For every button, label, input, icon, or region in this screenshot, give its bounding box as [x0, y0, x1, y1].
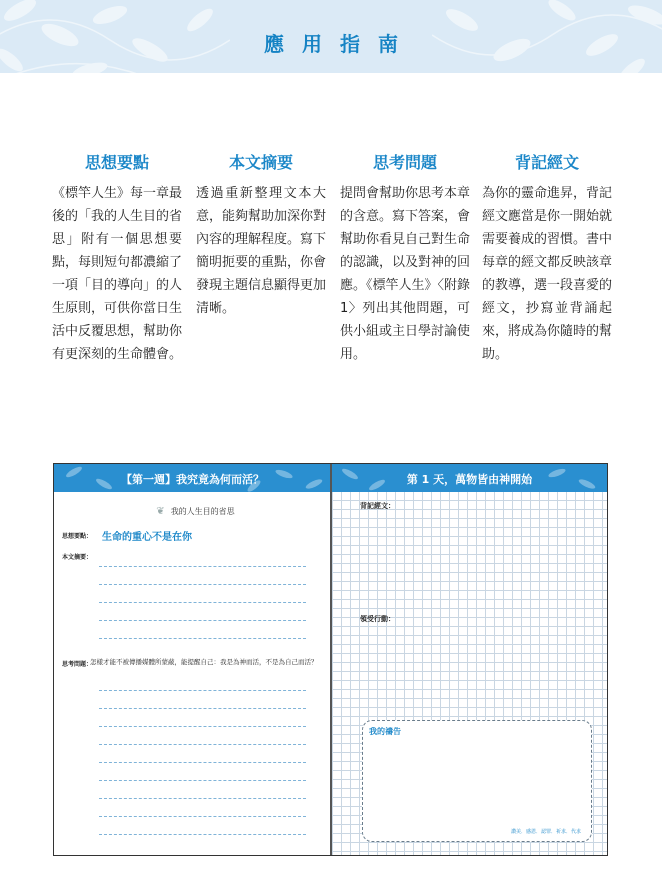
right-page: [332, 464, 607, 855]
writing-line: [99, 798, 306, 799]
writing-line: [99, 762, 306, 763]
writing-line: [99, 744, 306, 745]
reflection-title-row: [54, 506, 331, 517]
reflection-title: 我的人生目的省思: [170, 507, 235, 516]
leaf-icon: ❦: [156, 506, 165, 517]
writing-line: [99, 620, 306, 621]
verse-label: 背記經文：: [360, 502, 395, 510]
writing-line: [99, 602, 306, 603]
column-heading: 思考問題: [372, 153, 437, 172]
writing-line: [99, 690, 306, 691]
column-heading: 本文摘要: [228, 153, 293, 172]
point-text: 生命的重心不是在你: [102, 532, 192, 543]
column-heading: 思想要點: [84, 153, 149, 172]
summary-label: 本文摘要：: [62, 554, 93, 561]
column-text: 《標竿人生》每一章最後的「我的人生目的省思」附有一個思想要點，每則短句都濃縮了一項「目的導向」的人生原則，可供你當日生活中反覆思想，幫助你有更深刻的生命體會。: [52, 186, 183, 362]
prayer-footer: 讚美．感恩．認罪．祈求．代求: [510, 829, 581, 835]
writing-line: [99, 638, 306, 639]
week-title: 【第一週】我究竟為何而活？: [121, 473, 264, 486]
prayer-label: 我的禱告: [369, 727, 401, 736]
writing-line: [99, 726, 306, 727]
column-heading: 背記經文: [514, 153, 579, 172]
guide-column-summary: [196, 150, 326, 320]
writing-line: [99, 708, 306, 709]
column-text: 為你的靈命進昇，背記經文應當是你一開始就需要養成的習慣。書中每章的經文都反映該章的教導，選一段喜愛的經文，抄寫並背誦起來，將成為你隨時的幫助。: [482, 186, 613, 362]
sample-book-spread: [53, 463, 608, 856]
left-page: [54, 464, 331, 855]
prayer-box: [362, 720, 592, 842]
writing-line: [99, 780, 306, 781]
writing-line: [99, 584, 306, 585]
left-page-header: [54, 464, 331, 492]
point-label: 思想要點：: [62, 533, 93, 540]
writing-line: [99, 816, 306, 817]
guide-column-key-point: [52, 150, 182, 366]
column-text: 透過重新整理文本大意，能夠幫助加深你對內容的理解程度。寫下簡明扼要的重點，你會發現主題信息顯得更加清晰。: [196, 186, 327, 316]
writing-line: [99, 566, 306, 567]
day-title: 第 1 天，萬物皆由神開始: [406, 473, 533, 486]
writing-line: [99, 834, 306, 835]
question-label: 思考問題：: [62, 661, 93, 668]
page-title: 應用指南: [264, 32, 416, 56]
guide-column-questions: [340, 150, 470, 366]
column-text: 提問會幫助你思考本章的含意。寫下答案，會幫助你看見自己對生命的認識，以及對神的回應。《標竿人生》〈附錄 1〉列出其他問題，可供小組或主日學討論使用。: [340, 186, 471, 362]
question-text: 怎樣才能不被傳播媒體所蒙蔽，能提醒自己：我是為神而活，不是為自己而活？: [90, 658, 318, 666]
header-banner: [0, 0, 662, 73]
guide-column-memory-verse: [482, 150, 612, 366]
action-label: 領受行動：: [360, 615, 395, 623]
right-page-header: [332, 464, 607, 492]
